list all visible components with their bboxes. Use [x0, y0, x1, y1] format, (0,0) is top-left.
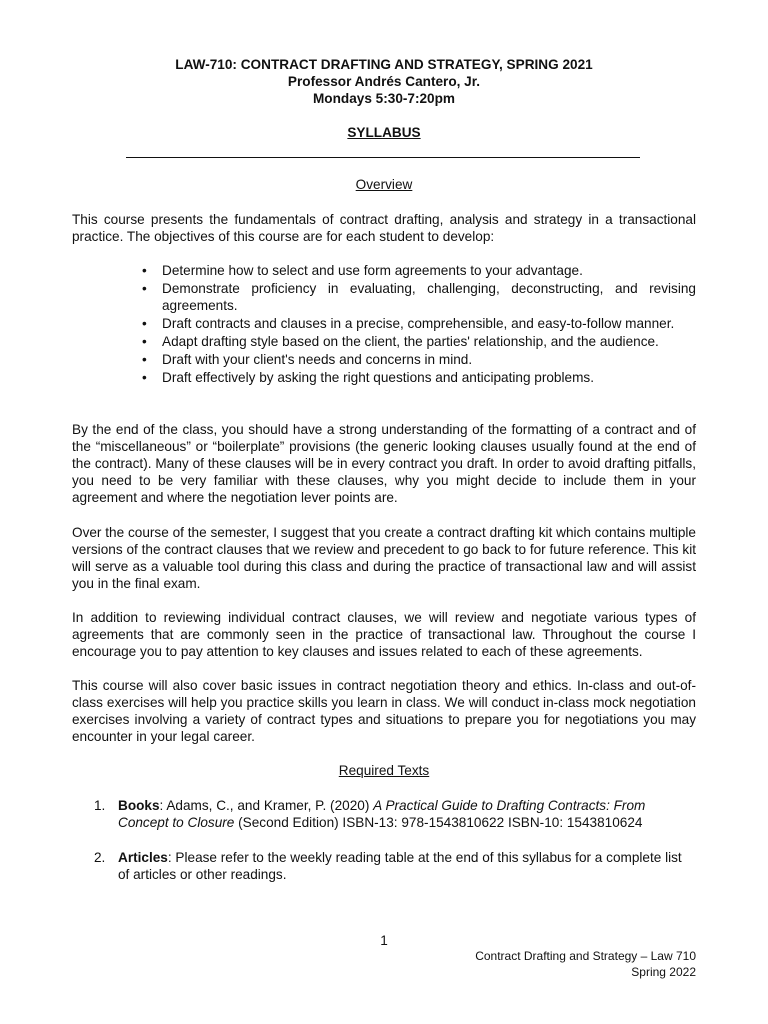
book-title: A Practical Guide to Drafting Contracts: From Concept to Closure: [118, 798, 646, 830]
item-label: Articles: [118, 850, 168, 865]
item-text: (Second Edition) ISBN-13: 978-1543810622 ISBN-10: 1543810624: [234, 815, 643, 830]
required-texts-list-2: [72, 849, 696, 883]
objectives-list: [72, 262, 696, 387]
list-item: [72, 849, 696, 883]
paragraph-boilerplate: By the end of the class, you should have a strong understanding of the formatting of a contract and of the “miscellaneous” or “boilerplate” provisions (the generic looking clauses usually found at the end of the contract). Many of these clauses will be in every contract you draft. In order to avoid drafting pitfalls, you need to be very familiar with these clauses, why you might decide to include them in your agreement and where the negotiation lever points are.: [72, 422, 696, 505]
item-number: 1.: [94, 798, 106, 813]
item-number: 2.: [94, 850, 106, 865]
professor-name: Professor Andrés Cantero, Jr.: [287, 74, 481, 89]
required-texts-heading: Required Texts: [338, 763, 430, 778]
footer-course: Contract Drafting and Strategy – Law 710: [475, 949, 696, 963]
paragraph-agreements: In addition to reviewing individual contract clauses, we will review and negotiate various types of agreements that are commonly seen in the practice of transactional law. Throughout the course I encourage you to pay attention to key clauses and issues related to each of these agreements.: [72, 610, 696, 659]
required-texts-list: [72, 797, 696, 831]
footer-term: Spring 2022: [631, 965, 696, 979]
list-item: • Draft effectively by asking the right questions and anticipating problems.: [72, 369, 696, 386]
horizontal-rule: [126, 157, 640, 158]
list-item: • Adapt drafting style based on the client, the parties' relationship, and the audience.: [72, 333, 696, 350]
page-number: 1: [380, 933, 388, 948]
paragraph-drafting-kit: Over the course of the semester, I suggest that you create a contract drafting kit which contains multiple versions of the contract clauses that we review and precedent to go back to for future reference. This kit will serve as a valuable tool during this class and during the practice of transactional law and will assist you in the final exam.: [72, 525, 696, 591]
item-text: : Please refer to the weekly reading table at the end of this syllabus for a complete list of articles or other readings.: [118, 850, 682, 882]
item-text: : Adams, C., and Kramer, P. (2020): [159, 798, 374, 813]
page-footer: [475, 948, 696, 980]
item-label: Books: [118, 798, 160, 813]
list-item: [72, 797, 696, 831]
paragraph-negotiation: This course will also cover basic issues in contract negotiation theory and ethics. In-class and out-of-class exercises will help you practice skills you learn in class. We will conduct in-class mock negotiation exercises involving a variety of contract types and situations to prepare you for negotiations you may encounter in your legal career.: [72, 678, 696, 744]
list-item: • Draft contracts and clauses in a precise, comprehensible, and easy-to-follow manner.: [72, 315, 696, 332]
overview-intro: This course presents the fundamentals of contract drafting, analysis and strategy in a transactional practice. The objectives of this course are for each student to develop:: [72, 212, 696, 244]
list-item: • Demonstrate proficiency in evaluating, challenging, deconstructing, and revising agreements.: [72, 280, 696, 314]
list-item: • Determine how to select and use form agreements to your advantage.: [72, 262, 696, 279]
course-title: LAW-710: CONTRACT DRAFTING AND STRATEGY, SPRING 2021: [175, 57, 593, 72]
document-header: [0, 56, 768, 107]
syllabus-title: SYLLABUS: [347, 125, 421, 140]
list-item: • Draft with your client's needs and concerns in mind.: [72, 351, 696, 368]
overview-heading: Overview: [355, 177, 413, 192]
class-schedule: Mondays 5:30-7:20pm: [312, 91, 456, 106]
